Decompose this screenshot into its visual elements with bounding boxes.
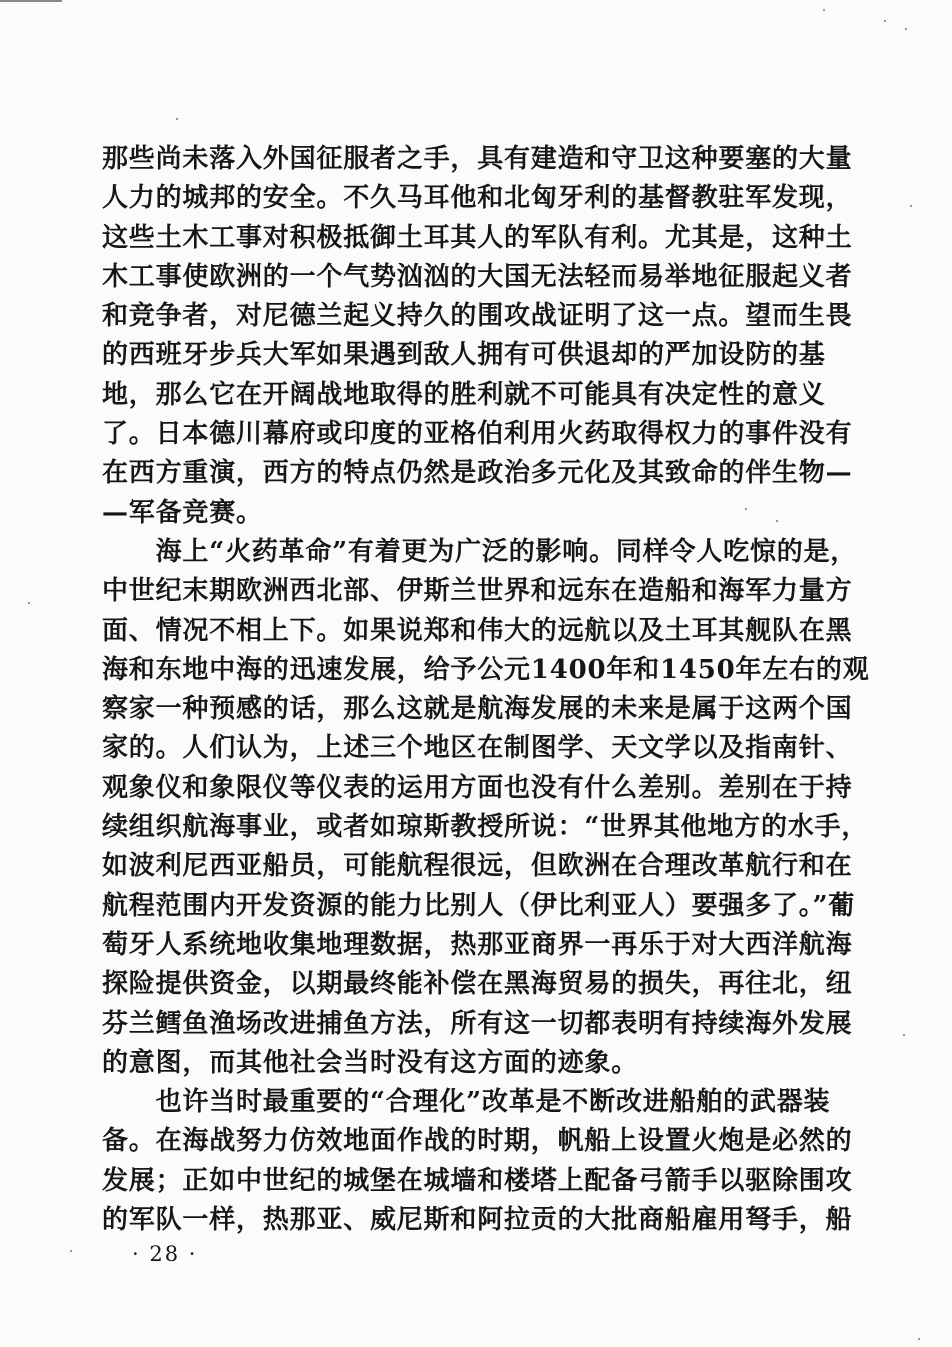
text-line: 在西方重演，西方的特点仍然是政治多元化及其致命的伴生物— (102, 458, 853, 489)
text-line: 的军队一样，热那亚、威尼斯和阿拉贡的大批商船雇用弩手，船 (102, 1205, 853, 1236)
scan-speck (70, 1250, 72, 1252)
text-line: 发展；正如中世纪的城堡在城墙和楼塔上配备弓箭手以驱除围攻 (102, 1165, 853, 1196)
page-body (102, 140, 870, 1240)
text-line: 地，那么它在开阔战地取得的胜利就不可能具有决定性的意义 (102, 379, 826, 410)
scan-speck (28, 602, 30, 604)
scan-speck (903, 1034, 905, 1036)
text-line: 那些尚未落入外国征服者之手，具有建造和守卫这种要塞的大量 (102, 144, 853, 174)
text-line: 人力的城邦的安全。不久马耳他和北匈牙利的基督教驻军发现， (102, 183, 853, 214)
page-number: · 28 · (132, 1242, 198, 1266)
scan-speck (918, 1338, 920, 1340)
text-line: 察家一种预感的话，那么这就是航海发展的未来是属于这两个国 (102, 694, 853, 725)
text-line: 如波利尼西亚船员，可能航程很远，但欧洲在合理改革航行和在 (102, 851, 853, 882)
text-line: 海和东地中海的迅速发展，给予公元1400年和1450年左右的观 (102, 654, 870, 685)
text-line: 这些土木工事对积极抵御土耳其人的军队有利。尤其是，这种土 (102, 222, 853, 253)
text-line: 备。在海战努力仿效地面作战的时期，帆船上设置火炮是必然的 (102, 1126, 853, 1157)
scan-speck (745, 508, 747, 510)
scan-speck (176, 118, 178, 120)
scan-speck (776, 520, 778, 522)
text-line: 和竞争者，对尼德兰起义持久的围攻战证明了这一点。望而生畏 (102, 301, 853, 332)
text-line: 中世纪末期欧洲西北部、伊斯兰世界和远东在造船和海军力量方 (102, 576, 853, 607)
text-line: 航程范围内开发资源的能力比别人（伊比利亚人）要强多了。”葡 (102, 890, 856, 921)
text-line: 的西班牙步兵大军如果遇到敌人拥有可供退却的严加设防的基 (102, 340, 826, 371)
text-line: 芬兰鳕鱼渔场改进捕鱼方法，所有这一切都表明有持续海外发展 (102, 1008, 853, 1039)
scan-speck (823, 9, 825, 11)
text-line: 海上“火药革命”有着更为广泛的影响。同样令人吃惊的是， (102, 536, 858, 567)
top-edge-rule (0, 0, 62, 2)
text-line: 续组织航海事业，或者如琼斯教授所说：“世界其他地方的水手， (102, 812, 869, 843)
text-line: 了。日本德川幕府或印度的亚格伯利用火药取得权力的事件没有 (102, 419, 853, 450)
text-line: 家的。人们认为，上述三个地区在制图学、天文学以及指南针、 (102, 733, 853, 764)
scan-speck (884, 20, 886, 22)
scan-speck (905, 28, 907, 30)
text-line: 面、情况不相上下。如果说郑和伟大的远航以及土耳其舰队在黑 (102, 615, 853, 646)
text-line: 的意图，而其他社会当时没有这方面的迹象。 (102, 1047, 639, 1078)
text-line: 探险提供资金，以期最终能补偿在黑海贸易的损失，再往北，纽 (102, 969, 853, 1000)
text-line: 观象仪和象限仪等仪表的运用方面也没有什么差别。差别在于持 (102, 772, 853, 803)
text-line: 萄牙人系统地收集地理数据，热那亚商界一再乐于对大西洋航海 (102, 929, 853, 960)
text-line: 木工事使欧洲的一个气势汹汹的大国无法轻而易举地征服起义者 (102, 261, 853, 292)
text-line: 也许当时最重要的“合理化”改革是不断改进船舶的武器装 (102, 1087, 831, 1118)
scan-speck (910, 205, 912, 207)
text-line: —军备竞赛。 (102, 497, 263, 528)
